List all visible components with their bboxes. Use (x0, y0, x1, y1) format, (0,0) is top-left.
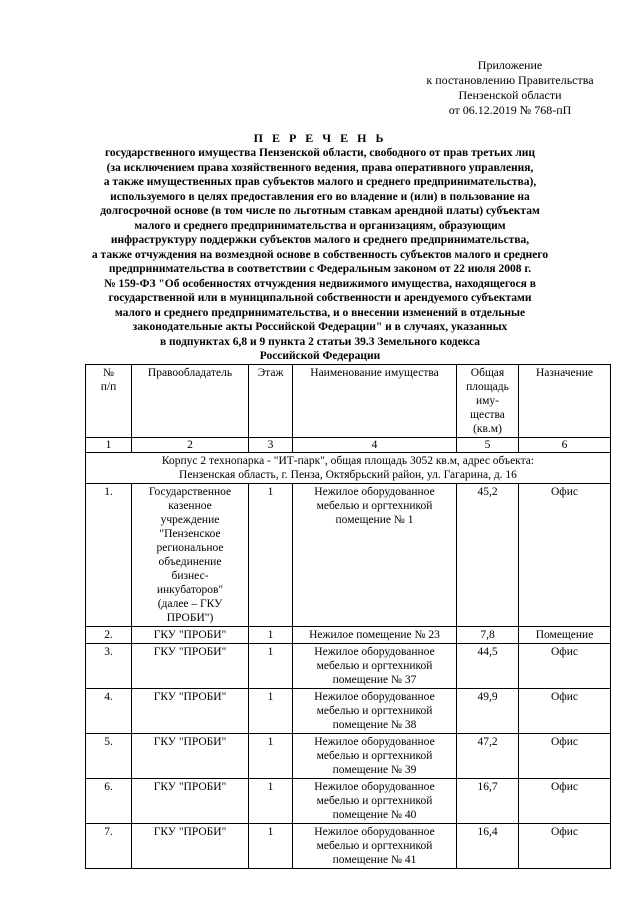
appendix-line: Приложение (477, 58, 543, 72)
cell-line: "Пензенское (159, 528, 221, 540)
cell-line: учреждение (160, 514, 220, 526)
cell-purpose: Офис (519, 644, 611, 689)
table-row (86, 627, 611, 644)
subtitle-line: государственной или в муниципальной собственности и арендуемого субъектами (108, 292, 532, 304)
cell-line: мебелью и оргтехникой (316, 705, 433, 717)
cell-line: Государственное (148, 486, 232, 498)
appendix-line: к постановлению Правительства (426, 73, 594, 87)
cell-purpose: Офис (519, 734, 611, 779)
cell-line: Нежилое оборудованное (314, 781, 435, 793)
cell-num: 4. (86, 689, 132, 734)
cell-line: помещение № 1 (335, 514, 414, 526)
table-row (86, 484, 611, 627)
subtitle-line: используемого в целях предоставления его во владение и (или) в пользование на (110, 190, 530, 203)
header-name: Наименование имущества (293, 365, 457, 438)
cell-area: 16,4 (457, 824, 519, 869)
table-row (86, 779, 611, 824)
cell-num: 5. (86, 734, 132, 779)
cell-line: помещение № 39 (332, 764, 417, 776)
column-number-row (86, 438, 611, 453)
cell-floor: 1 (249, 824, 293, 869)
table-row (86, 824, 611, 869)
subtitle-line: (за исключением права хозяйственного ведения, права оперативного управления, (106, 161, 534, 174)
table-header-row (86, 365, 611, 438)
cell-name (293, 644, 457, 689)
cell-floor: 1 (249, 779, 293, 824)
subtitle-line: малого и среднего предпринимательства, и о внесении изменений в отдельные (114, 306, 526, 319)
cell-floor: 1 (249, 627, 293, 644)
table-row (86, 734, 611, 779)
column-number: 6 (519, 438, 611, 453)
cell-num: 3. (86, 644, 132, 689)
column-number: 5 (457, 438, 519, 453)
cell-purpose: Офис (519, 824, 611, 869)
table-row (86, 689, 611, 734)
column-number: 3 (249, 438, 293, 453)
cell-owner: ГКУ "ПРОБИ" (132, 644, 249, 689)
appendix-block (400, 58, 620, 118)
cell-purpose: Офис (519, 779, 611, 824)
group-text: Пензенская область, г. Пенза, Октябрьский район, ул. Гагарина, д. 16 (179, 469, 517, 481)
cell-line: объединение (158, 556, 222, 568)
header-text: № (103, 367, 114, 379)
cell-purpose: Помещение (519, 627, 611, 644)
cell-area: 44,5 (457, 644, 519, 689)
cell-line: инкубаторов" (156, 584, 224, 596)
cell-area: 45,2 (457, 484, 519, 627)
cell-area: 47,2 (457, 734, 519, 779)
cell-line: региональное (156, 542, 224, 554)
subtitle-line: № 159-ФЗ "Об особенностях отчуждения недвижимого имущества, находящегося в (104, 277, 536, 290)
cell-owner: ГКУ "ПРОБИ" (132, 734, 249, 779)
cell-num: 6. (86, 779, 132, 824)
header-text: Общая (470, 367, 505, 379)
header-text: иму- (475, 395, 499, 407)
cell-line: Нежилое оборудованное (314, 486, 435, 498)
cell-line: помещение № 38 (332, 719, 417, 731)
cell-line: Нежилое оборудованное (314, 736, 435, 748)
document-title: П Е Р Е Ч Е Н Ь (253, 131, 387, 145)
subtitle-line: государственного имущества Пензенской области, свободного от прав третьих лиц (104, 147, 536, 159)
header-text: п/п (100, 381, 117, 393)
cell-line: мебелью и оргтехникой (316, 500, 433, 512)
cell-line: мебелью и оргтехникой (316, 660, 433, 672)
subtitle-line: долгосрочной основе (в том числе по льготным ставкам арендной платы) субъектам (100, 205, 540, 217)
cell-owner: ГКУ "ПРОБИ" (132, 627, 249, 644)
subtitle-line: малого и среднего предпринимательства и организациям, образующим (134, 219, 506, 232)
column-number: 1 (86, 438, 132, 453)
header-text: щества (470, 409, 505, 421)
column-number: 2 (132, 438, 249, 453)
cell-num: 2. (86, 627, 132, 644)
cell-owner: ГКУ "ПРОБИ" (132, 779, 249, 824)
cell-line: (далее – ГКУ (157, 598, 223, 610)
cell-name (293, 689, 457, 734)
header-purpose: Назначение (519, 365, 611, 438)
cell-line: помещение № 41 (332, 854, 417, 866)
group-cell (86, 453, 611, 484)
table-row (86, 644, 611, 689)
cell-num: 7. (86, 824, 132, 869)
cell-line: мебелью и оргтехникой (316, 795, 433, 807)
cell-line: мебелью и оргтехникой (316, 750, 433, 762)
column-number: 4 (293, 438, 457, 453)
subtitle-line: в подпунктах 6,8 и 9 пункта 2 статьи 39.3 Земельного кодекса (159, 335, 481, 348)
header-floor: Этаж (249, 365, 293, 438)
cell-line: помещение № 40 (332, 809, 417, 821)
cell-area: 7,8 (457, 627, 519, 644)
cell-floor: 1 (249, 734, 293, 779)
subtitle-line: а также отчуждения на возмездной основе в собственность субъектов малого и среднего (91, 248, 549, 261)
cell-name (293, 627, 457, 644)
subtitle-line: инфраструктуру поддержки субъектов малого и среднего предпринимательства, (110, 234, 530, 246)
subtitle-line: а также имущественных прав субъектов малого и среднего предпринимательства), (103, 176, 537, 188)
cell-line: Нежилое оборудованное (314, 691, 435, 703)
cell-line: казенное (168, 500, 212, 512)
appendix-line: от 06.12.2019 № 768-пП (448, 103, 572, 117)
appendix-line: Пензенской области (458, 88, 562, 102)
cell-owner (132, 484, 249, 627)
cell-floor: 1 (249, 484, 293, 627)
cell-name (293, 734, 457, 779)
document-subtitle (0, 146, 640, 364)
cell-num: 1. (86, 484, 132, 627)
cell-line: Нежилое помещение № 23 (309, 629, 440, 641)
cell-purpose: Офис (519, 689, 611, 734)
cell-line: Нежилое оборудованное (314, 646, 435, 658)
cell-line: Нежилое оборудованное (314, 826, 435, 838)
cell-line: помещение № 37 (332, 674, 417, 686)
cell-floor: 1 (249, 689, 293, 734)
header-area (457, 365, 519, 438)
cell-area: 49,9 (457, 689, 519, 734)
cell-name (293, 824, 457, 869)
cell-owner: ГКУ "ПРОБИ" (132, 824, 249, 869)
cell-floor: 1 (249, 644, 293, 689)
header-num (86, 365, 132, 438)
header-text: (кв.м) (473, 423, 502, 435)
header-text: площадь (466, 381, 509, 393)
cell-owner: ГКУ "ПРОБИ" (132, 689, 249, 734)
header-owner: Правообладатель (132, 365, 249, 438)
cell-line: мебелью и оргтехникой (316, 840, 433, 852)
cell-name (293, 779, 457, 824)
subtitle-line: предпринимательства в соответствии с Федеральным законом от 22 июля 2008 г. (108, 263, 532, 275)
subtitle-line: законодательные акты Российской Федерации" и в случаях, указанных (132, 321, 508, 333)
cell-line: бизнес- (171, 570, 209, 582)
cell-name (293, 484, 457, 627)
group-text: Корпус 2 технопарка - "ИТ-парк", общая площадь 3052 кв.м, адрес объекта: (161, 455, 535, 467)
group-row (86, 453, 611, 484)
property-table (85, 364, 611, 869)
cell-line: ПРОБИ") (166, 612, 214, 624)
cell-purpose: Офис (519, 484, 611, 627)
cell-area: 16,7 (457, 779, 519, 824)
subtitle-line: Российской Федерации (259, 350, 381, 362)
